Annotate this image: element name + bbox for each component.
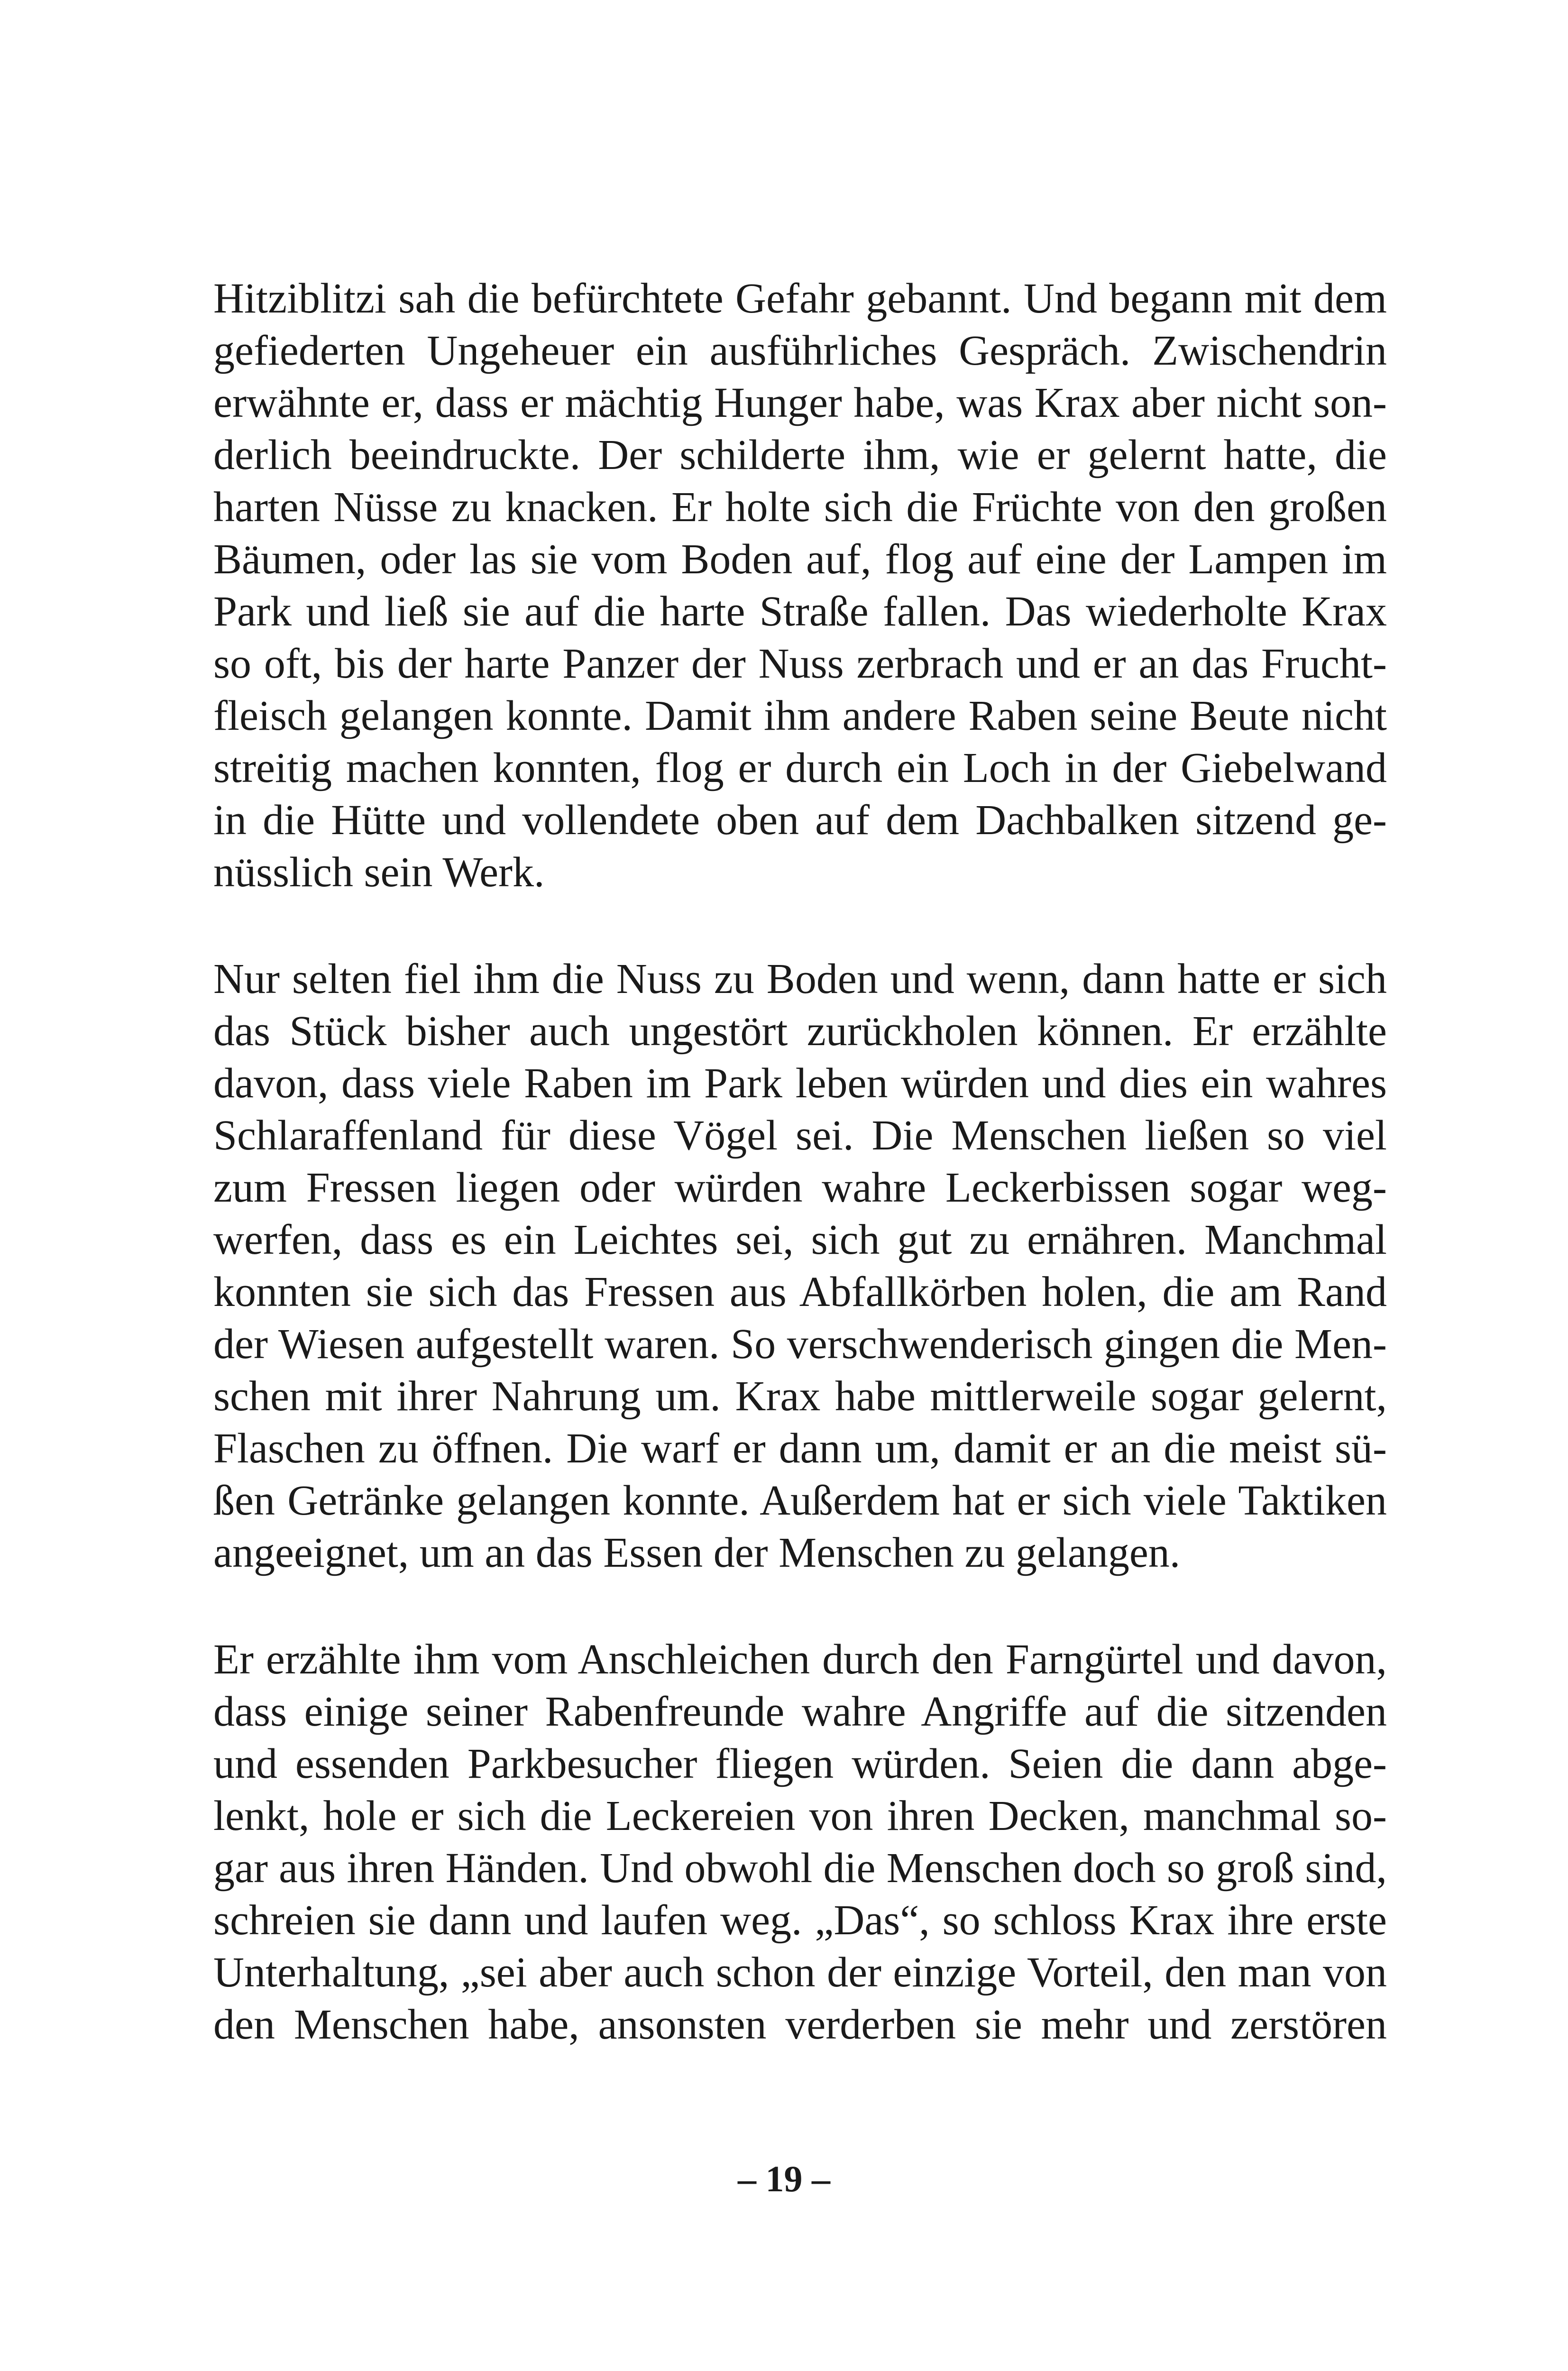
paragraph-3: Er erzählte ihm vom Anschleichen durch den Farngürtel und davon, dass einige seiner Rabenfreunde wahre Angriffe auf die sitzenden und essenden Parkbesucher fliegen würden. Seien die dann abgelenkt, hole er sich die Leckereien von ihren Decken, manchmal sogar aus ihren Händen. Und obwohl die Menschen doch so groß sind, schreien sie dann und laufen weg. „Das“, so schloss Krax ihre erste Unterhaltung, „sei aber auch schon der einzige Vorteil, den man von den Menschen habe, ansonsten verderben sie mehr und zerstören (213, 1636, 1387, 2048)
paragraph-1: Hitziblitzi sah die befürchtete Gefahr gebannt. Und begann mit dem gefiederten Ungeheuer ein ausführliches Gespräch. Zwischendrin erwähnte er, dass er mächtig Hunger habe, was Krax aber nicht sonderlich beeindruckte. Der schilderte ihm, wie er gelernt hatte, die harten Nüsse zu knacken. Er holte sich die Früchte von den großen Bäumen, oder las sie vom Boden auf, flog auf eine der Lampen im Park und ließ sie auf die harte Straße fallen. Das wiederholte Krax so oft, bis der harte Panzer der Nuss zerbrach und er an das Fruchtfleisch gelangen konnte. Damit ihm andere Raben seine Beute nicht streitig machen konnten, flog er durch ein Loch in der Giebelwand in die Hütte und vollendete oben auf dem Dachbalken sitzend genüsslich sein Werk. (213, 275, 1387, 896)
page-number: – 19 – (738, 2158, 830, 2199)
body-text (213, 273, 1387, 2051)
paragraph-2: Nur selten fiel ihm die Nuss zu Boden und wenn, dann hatte er sich das Stück bisher auch ungestört zurückholen können. Er erzählte davon, dass viele Raben im Park leben würden und dies ein wahres Schlaraffenland für diese Vögel sei. Die Menschen ließen so viel zum Fressen liegen oder würden wahre Leckerbissen sogar wegwerfen, dass es ein Leichtes sei, sich gut zu ernähren. Manchmal konnten sie sich das Fressen aus Abfallkörben holen, die am Rand der Wiesen aufgestellt waren. So verschwenderisch gingen die Menschen mit ihrer Nahrung um. Krax habe mittlerweile sogar gelernt, Flaschen zu öffnen. Die warf er dann um, damit er an die meist süßen Getränke gelangen konnte. Außerdem hat er sich viele Taktiken angeeignet, um an das Essen der Menschen zu gelangen. (213, 956, 1387, 1576)
